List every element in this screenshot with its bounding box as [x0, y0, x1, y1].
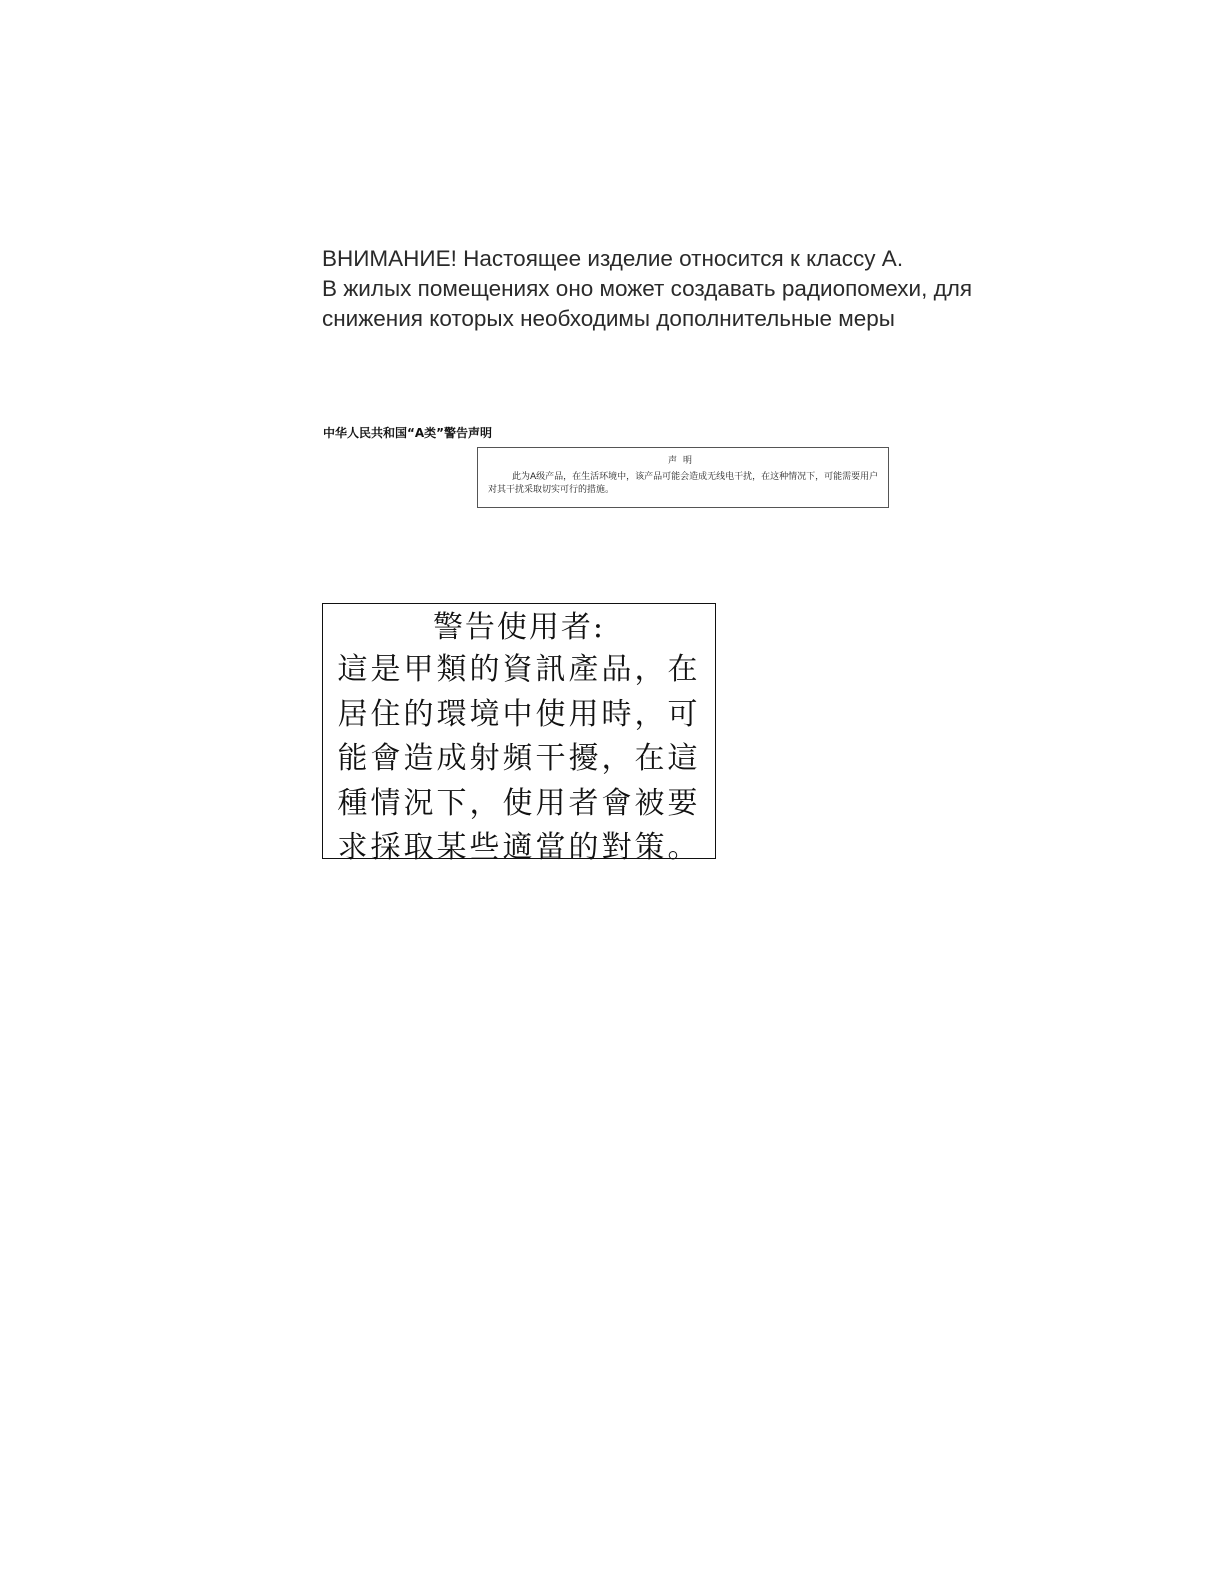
- prc-class-a-statement-title: 中华人民共和国“A类”警告声明: [323, 426, 493, 440]
- russian-warning-line-1: [322, 244, 1082, 274]
- russian-warning-lead: ВНИМАНИЕ!: [322, 246, 457, 271]
- prc-class-a-statement-box: [477, 447, 889, 508]
- russian-warning-line-3: снижения которых необходимы дополнительные меры: [322, 306, 895, 331]
- prc-statement-heading: 声明: [667, 456, 698, 466]
- taiwan-warning-title: 警告使用者:: [432, 610, 606, 645]
- russian-class-a-warning: [322, 244, 1082, 334]
- taiwan-warning-text: [327, 648, 711, 871]
- taiwan-bsmi-warning-box: [322, 603, 716, 865]
- taiwan-warning-line: 求採取某些適當的對策。: [337, 830, 701, 865]
- taiwan-warning-line: 這是甲類的資訊產品，在: [337, 652, 701, 687]
- taiwan-warning-line: 能會造成射頻干擾，在這: [337, 741, 701, 776]
- prc-statement-body: 此为A级产品，在生活环境中，该产品可能会造成无线电干扰，在这种情况下，可能需要用户对其干扰采取切实可行的措施。: [488, 472, 879, 495]
- russian-warning-line-2: В жилых помещениях оно может создавать радиопомехи, для: [322, 276, 973, 301]
- taiwan-warning-line: 居住的環境中使用時，可: [337, 696, 701, 732]
- russian-warning-line-1-text: Настоящее изделие относится к классу А.: [456, 246, 904, 271]
- taiwan-warning-line: 種情況下，使用者會被要: [337, 785, 701, 821]
